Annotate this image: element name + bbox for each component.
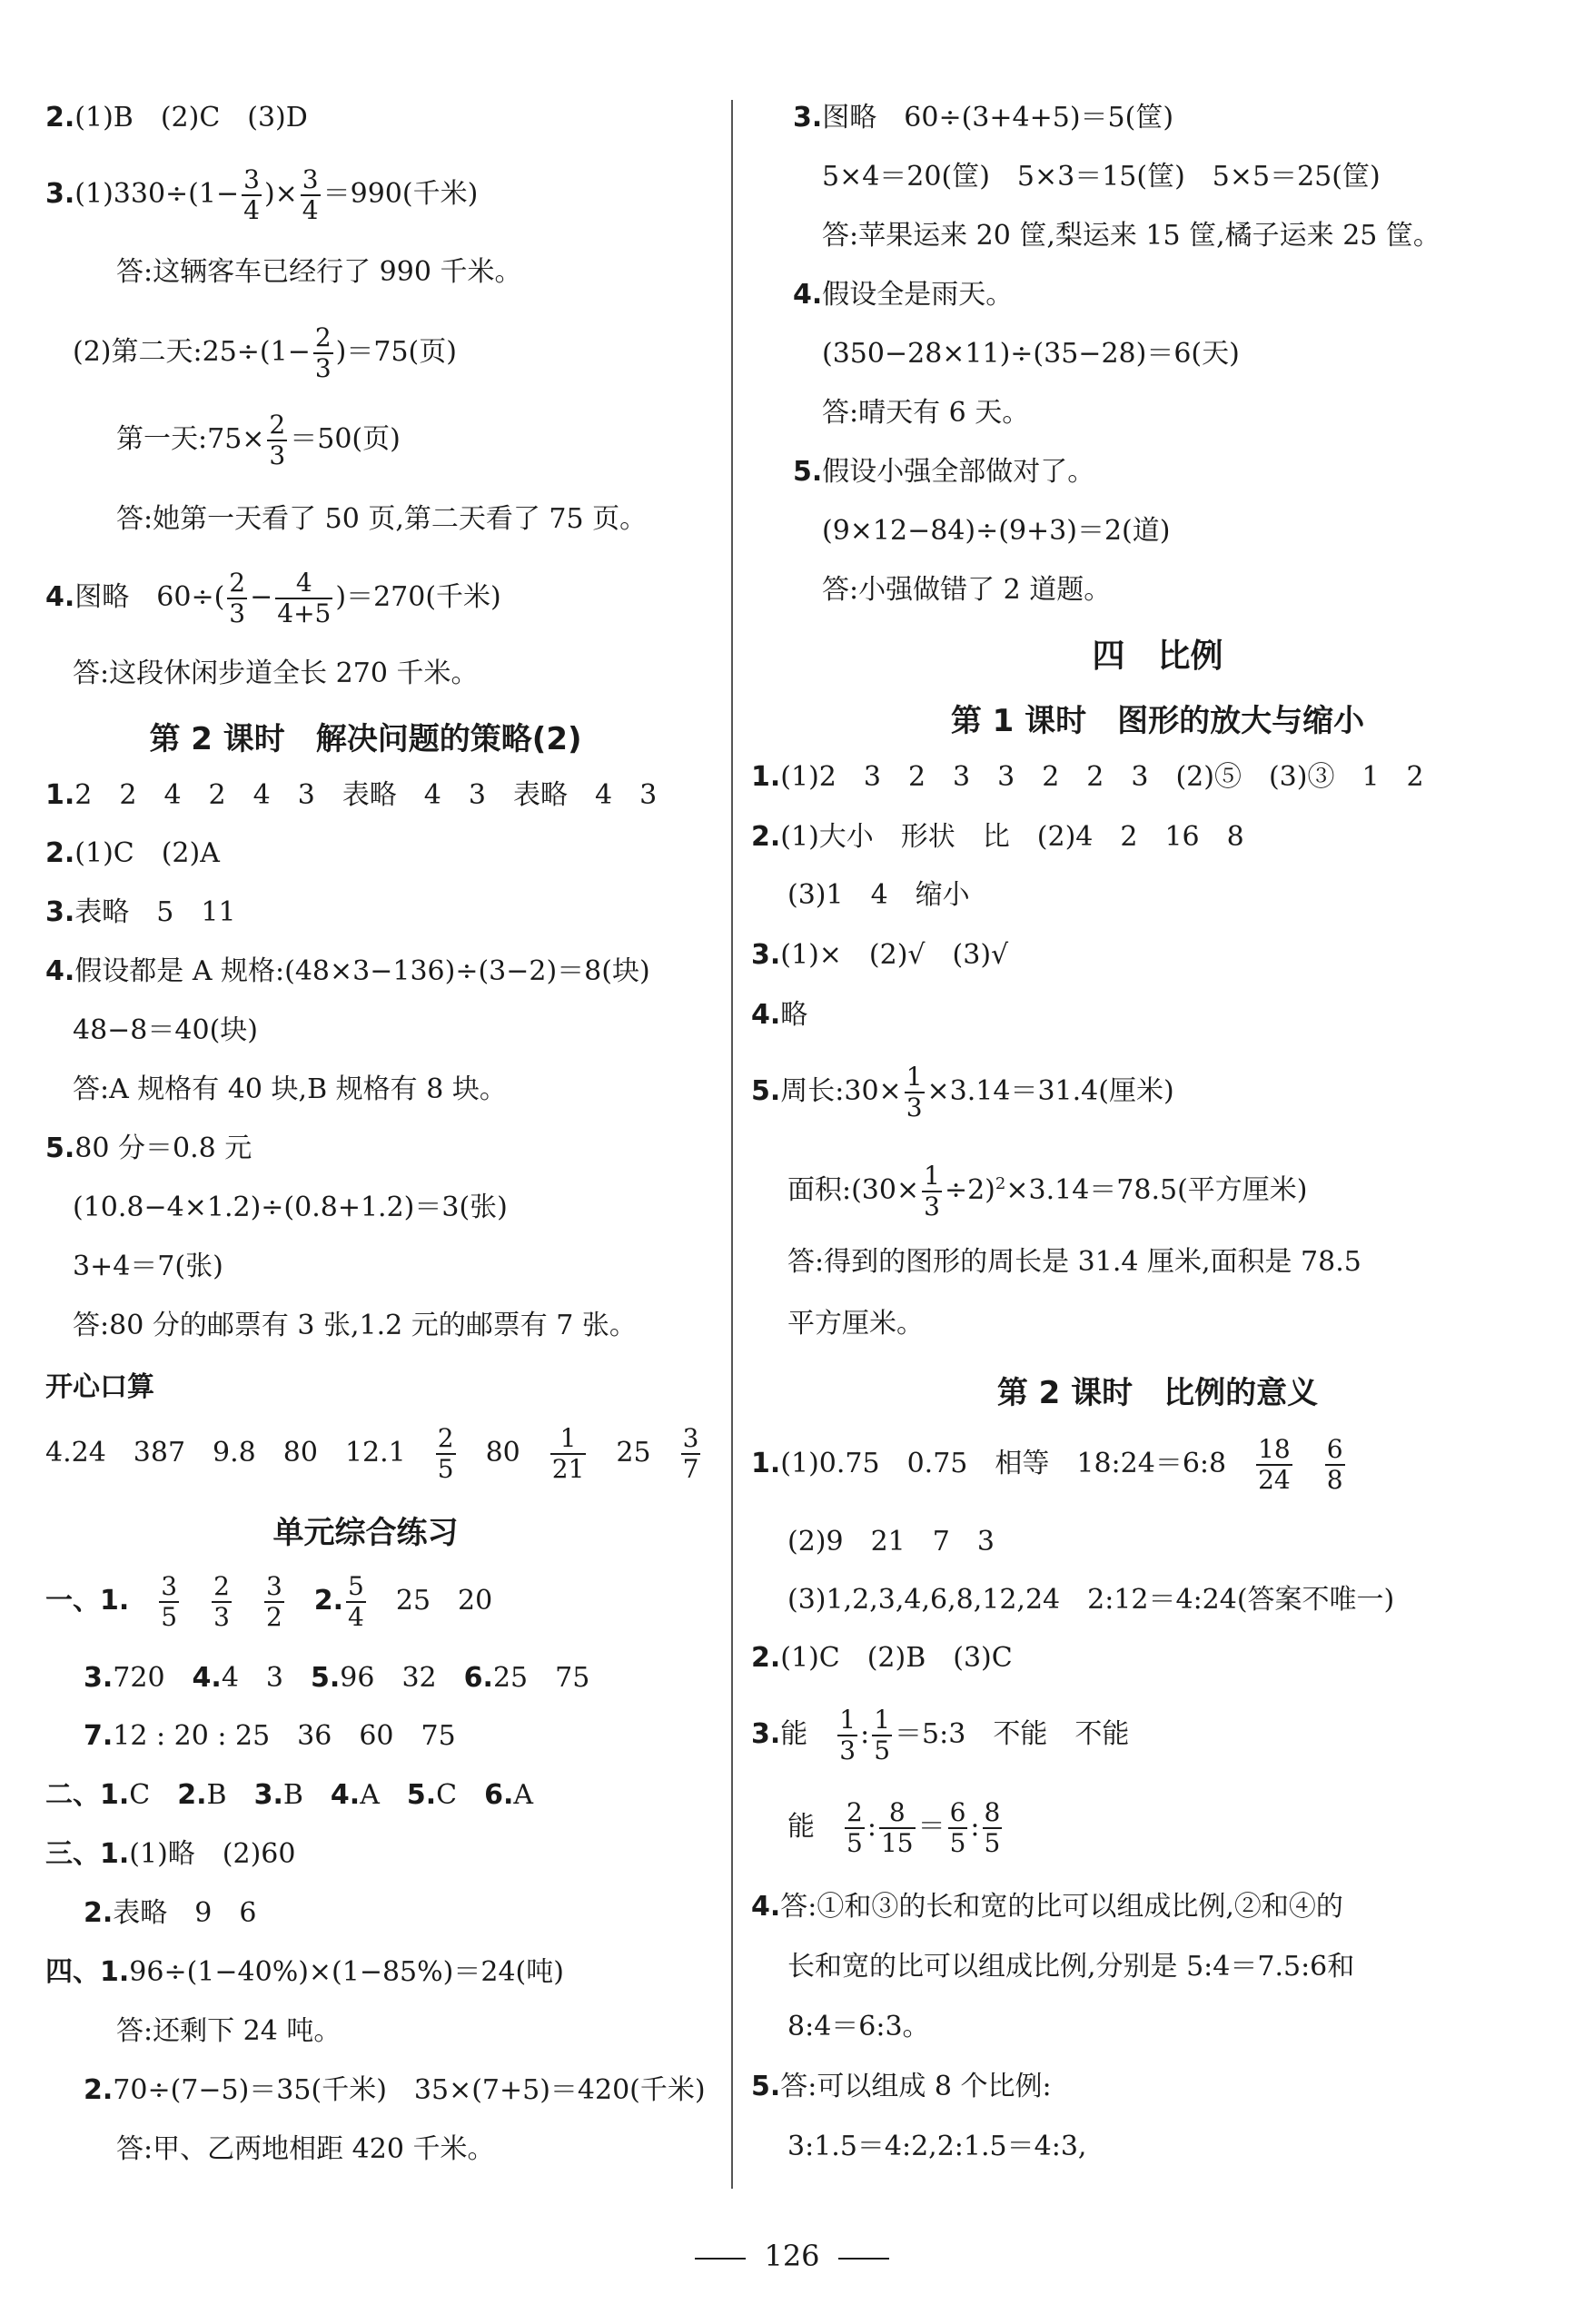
answer-text: (350−28×11)÷(35−28)＝6(天) xyxy=(822,338,1240,370)
answer-text: 3:1.5＝4:2,2:1.5＝4:3, xyxy=(787,2131,1087,2162)
answer-text: 答:她第一天看了 50 页,第二天看了 75 页。 xyxy=(116,503,648,535)
section-heading: 第 1 课时 图形的放大与缩小 xyxy=(950,703,1365,739)
answer-text: 答:还剩下 24 吨。 xyxy=(116,2015,342,2047)
answer-line: 1.2 2 4 2 4 3 表略 4 3 表略 4 3 xyxy=(45,779,658,811)
answer-line: 3.表略 5 11 xyxy=(45,896,236,928)
fraction: $\frac{3}{7}$ xyxy=(682,1423,699,1484)
fraction: $\frac{1}{3}$ xyxy=(924,1161,940,1221)
answer-text: 答:这辆客车已经行了 990 千米。 xyxy=(116,256,522,288)
answer-text: 答:A 规格有 40 块,B 规格有 8 块。 xyxy=(73,1073,507,1105)
answer-text: 平方厘米。 xyxy=(787,1308,924,1340)
fraction: $\frac{2}{3}$ xyxy=(269,410,286,470)
answer-text: 3+4＝7(张) xyxy=(73,1251,223,1282)
fraction: $\frac{1}{3}$ xyxy=(839,1705,856,1765)
fraction: $\frac{3}{4}$ xyxy=(243,164,260,225)
answer-text: 8:4＝6:3。 xyxy=(787,2011,930,2042)
page-number: 126 xyxy=(0,2239,1584,2273)
answer-line: 7.12 : 20 : 25 36 60 75 xyxy=(84,1720,456,1752)
answer-line: 1.(1)0.75 0.75 相等 18:24＝6:8 $\frac{18}{24}$ $\frac{6}{8}$ xyxy=(751,1434,1343,1495)
answer-text: 答:甲、乙两地相距 420 千米。 xyxy=(116,2133,495,2165)
right-column xyxy=(731,0,1584,2243)
answer-line: 2.(1)B (2)C (3)D xyxy=(45,102,308,134)
fraction: $\frac{6}{8}$ xyxy=(1326,1434,1343,1495)
answer-line: 3.图略 60÷(3+4+5)＝5(筐) xyxy=(793,102,1174,134)
answer-line: 5.80 分＝0.8 元 xyxy=(45,1132,252,1164)
answer-text: 48−8＝40(块) xyxy=(73,1014,258,1046)
answer-line: 5.周长:30× $\frac{1}{3}$ ×3.14＝31.4(厘米) xyxy=(751,1062,1174,1122)
answer-text: (2)9 21 7 3 xyxy=(787,1526,995,1558)
answer-line: 面积:(30× $\frac{1}{3}$ ÷2)$^2$×3.14＝78.5(平方厘米) xyxy=(787,1161,1308,1221)
answer-line: 能 $\frac{2}{5}$ : $\frac{8}{15}$ ＝ $\frac{6}{5}$ : $\frac{8}{5}$ xyxy=(787,1797,1001,1858)
fraction: $\frac{2}{3}$ xyxy=(213,1571,230,1632)
answer-line: 4.假设全是雨天。 xyxy=(793,279,1014,311)
answer-text: 长和宽的比可以组成比例,分别是 5:4＝7.5:6和 xyxy=(787,1951,1355,1983)
fraction: $\frac{5}{4}$ xyxy=(348,1571,364,1632)
answer-text: (3)1 4 缩小 xyxy=(787,879,970,911)
fraction: $\frac{2}{3}$ xyxy=(314,322,332,383)
answer-line: 三、1.(1)略 (2)60 xyxy=(45,1838,296,1870)
answer-text: (9×12−84)÷(9+3)＝2(道) xyxy=(822,515,1171,547)
answer-text: 答:80 分的邮票有 3 张,1.2 元的邮票有 7 张。 xyxy=(73,1310,637,1341)
section-heading: 单元综合练习 xyxy=(272,1515,459,1551)
section-heading: 第 2 课时 比例的意义 xyxy=(996,1375,1319,1411)
answer-text: (10.8−4×1.2)÷(0.8+1.2)＝3(张) xyxy=(73,1192,508,1223)
answer-line: 一、1. $\frac{3}{5}$ $\frac{2}{3}$ $\frac{3}{2}$ 2. $\frac{5}{4}$ 25 20 xyxy=(45,1571,493,1632)
answer-text: (3)1,2,3,4,6,8,12,24 2:12＝4:24(答案不唯一) xyxy=(787,1584,1395,1616)
answer-line: 4.图略 60÷( $\frac{2}{3}$ − $\frac{4}{4+5}$ )＝270(千米) xyxy=(45,568,501,628)
answer-text: 答:小强做错了 2 道题。 xyxy=(822,574,1112,606)
answer-line: 4.24 387 9.8 80 12.1 $\frac{2}{5}$ 80 $\frac{1}{21}$ 25 $\frac{3}{7}$ xyxy=(45,1423,699,1484)
answer-line: 四、1.96÷(1−40%)×(1−85%)＝24(吨) xyxy=(45,1956,564,1988)
answer-text: 答:苹果运来 20 筐,梨运来 15 筐,橘子运来 25 筐。 xyxy=(822,220,1440,252)
answer-line: 1.(1)2 3 2 3 3 2 2 3 (2)⑤ (3)③ 1 2 xyxy=(751,761,1424,793)
fraction: $\frac{1}{3}$ xyxy=(906,1062,923,1122)
fraction: $\frac{2}{5}$ xyxy=(437,1423,454,1484)
answer-text: 答:晴天有 6 天。 xyxy=(822,397,1030,429)
answer-line: 第一天:75× $\frac{2}{3}$ ＝50(页) xyxy=(116,410,401,470)
fraction: $\frac{8}{5}$ xyxy=(984,1797,1001,1858)
answer-line: 2.(1)C (2)A xyxy=(45,837,220,869)
section-heading: 第 2 课时 解决问题的策略(2) xyxy=(149,721,582,757)
answer-line: 2.表略 9 6 xyxy=(84,1897,257,1929)
fraction: $\frac{3}{5}$ xyxy=(161,1571,178,1632)
subsection-heading: 开心口算 xyxy=(45,1371,154,1403)
fraction: $\frac{8}{15}$ xyxy=(880,1797,914,1858)
answer-line: 3.(1)330÷(1− $\frac{3}{4}$ )× $\frac{3}{4}$ ＝990(千米) xyxy=(45,164,479,225)
answer-line: 4.答:①和③的长和宽的比可以组成比例,②和④的 xyxy=(751,1891,1343,1923)
fraction: $\frac{18}{24}$ xyxy=(1258,1434,1291,1495)
answer-line: 5.假设小强全部做对了。 xyxy=(793,456,1095,488)
fraction: $\frac{1}{21}$ xyxy=(551,1423,585,1484)
chapter-heading: 四 比例 xyxy=(1092,638,1223,675)
fraction: $\frac{3}{2}$ xyxy=(265,1571,282,1632)
answer-line: 3.能 $\frac{1}{3}$ : $\frac{1}{5}$ ＝5:3 不能 不能 xyxy=(751,1705,1130,1765)
answer-line: 2.(1)大小 形状 比 (2)4 2 16 8 xyxy=(751,821,1244,853)
answer-text: 答:这段休闲步道全长 270 千米。 xyxy=(73,658,479,689)
answer-line: 2.(1)C (2)B (3)C xyxy=(751,1642,1013,1674)
answer-line: (2)第二天:25÷(1− $\frac{2}{3}$ )＝75(页) xyxy=(73,322,457,383)
answer-line: 4.略 xyxy=(751,999,808,1031)
fraction: $\frac{6}{5}$ xyxy=(949,1797,966,1858)
answer-line: 4.假设都是 A 规格:(48×3−136)÷(3−2)＝8(块) xyxy=(45,955,650,987)
answer-text: 答:得到的图形的周长是 31.4 厘米,面积是 78.5 xyxy=(787,1246,1361,1278)
answer-text: 5×4＝20(筐) 5×3＝15(筐) 5×5＝25(筐) xyxy=(822,161,1381,193)
answer-line: 5.答:可以组成 8 个比例: xyxy=(751,2071,1052,2102)
fraction: $\frac{2}{5}$ xyxy=(846,1797,863,1858)
fraction: $\frac{3}{4}$ xyxy=(302,164,319,225)
fraction: $\frac{4}{4+5}$ xyxy=(277,568,332,628)
answer-line: 二、1.C 2.B 3.B 4.A 5.C 6.A xyxy=(45,1779,534,1811)
left-column xyxy=(0,0,731,2243)
answer-line: 2.70÷(7−5)＝35(千米) 35×(7+5)＝420(千米) xyxy=(84,2074,706,2106)
fraction: $\frac{2}{3}$ xyxy=(229,568,246,628)
answer-line: 3.(1)× (2)√ (3)√ xyxy=(751,939,1009,971)
fraction: $\frac{1}{5}$ xyxy=(874,1705,891,1765)
answer-line: 3.720 4.4 3 5.96 32 6.25 75 xyxy=(84,1662,590,1694)
